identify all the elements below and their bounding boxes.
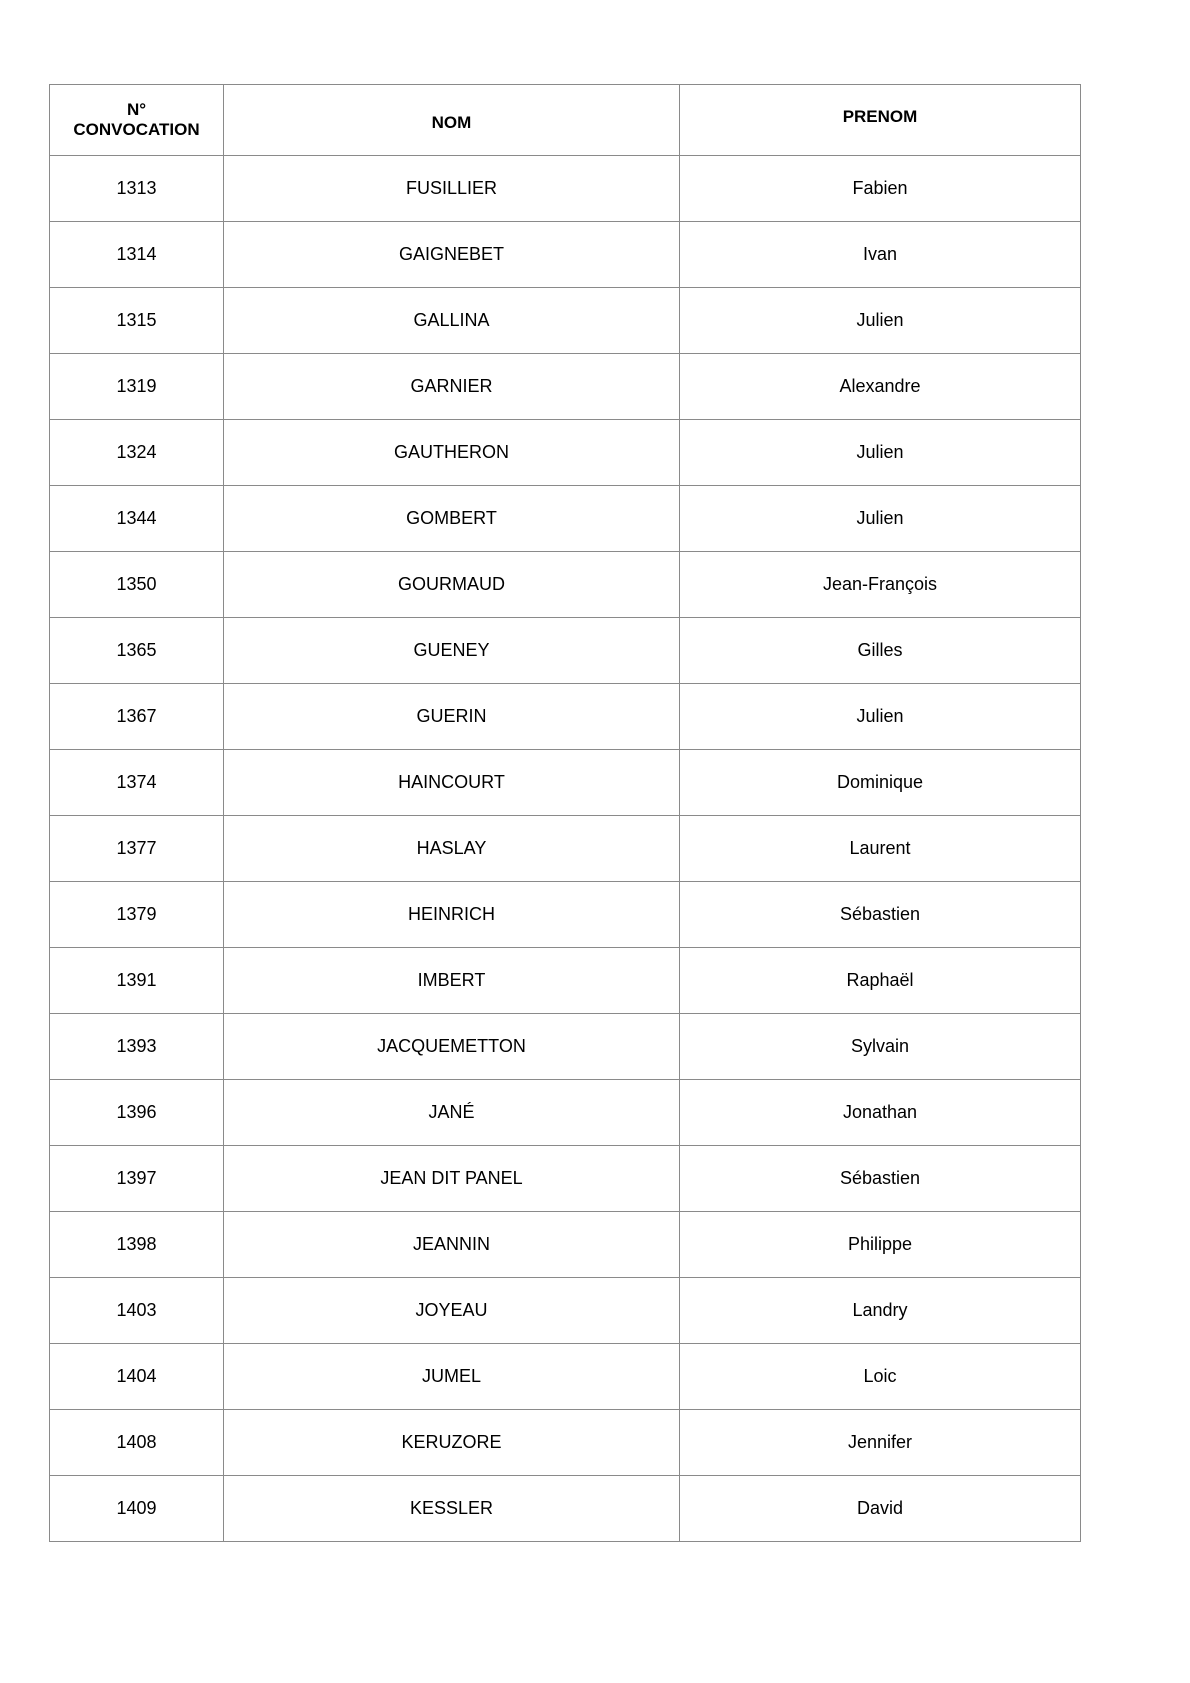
cell-num: 1344 [50, 486, 224, 552]
cell-num: 1409 [50, 1476, 224, 1542]
table-row [50, 1080, 1081, 1146]
cell-num: 1350 [50, 552, 224, 618]
table-row [50, 1344, 1081, 1410]
header-row [50, 85, 1081, 156]
cell-nom: JUMEL [224, 1344, 680, 1410]
cell-nom: GUERIN [224, 684, 680, 750]
cell-num: 1391 [50, 948, 224, 1014]
cell-prenom: Julien [680, 684, 1081, 750]
cell-prenom: Jennifer [680, 1410, 1081, 1476]
cell-nom: GAUTHERON [224, 420, 680, 486]
cell-nom: GARNIER [224, 354, 680, 420]
table-header [50, 85, 1081, 156]
cell-prenom: Jonathan [680, 1080, 1081, 1146]
cell-prenom: Raphaël [680, 948, 1081, 1014]
cell-num: 1374 [50, 750, 224, 816]
cell-nom: GAIGNEBET [224, 222, 680, 288]
table-row [50, 1410, 1081, 1476]
cell-num: 1365 [50, 618, 224, 684]
table-row [50, 948, 1081, 1014]
header-nom: NOM [224, 85, 680, 156]
cell-prenom: Sylvain [680, 1014, 1081, 1080]
cell-prenom: Landry [680, 1278, 1081, 1344]
cell-prenom: Julien [680, 486, 1081, 552]
cell-num: 1324 [50, 420, 224, 486]
cell-num: 1398 [50, 1212, 224, 1278]
cell-nom: FUSILLIER [224, 156, 680, 222]
table-row [50, 816, 1081, 882]
cell-nom: HASLAY [224, 816, 680, 882]
table-row [50, 618, 1081, 684]
cell-prenom: Laurent [680, 816, 1081, 882]
table-row [50, 1014, 1081, 1080]
cell-nom: GALLINA [224, 288, 680, 354]
table-row [50, 882, 1081, 948]
cell-nom: KESSLER [224, 1476, 680, 1542]
cell-nom: JOYEAU [224, 1278, 680, 1344]
cell-nom: IMBERT [224, 948, 680, 1014]
cell-prenom: Sébastien [680, 882, 1081, 948]
cell-prenom: Julien [680, 288, 1081, 354]
table-row [50, 156, 1081, 222]
cell-num: 1404 [50, 1344, 224, 1410]
cell-num: 1314 [50, 222, 224, 288]
cell-prenom: Alexandre [680, 354, 1081, 420]
table-row [50, 420, 1081, 486]
cell-prenom: Sébastien [680, 1146, 1081, 1212]
table-row [50, 1476, 1081, 1542]
cell-nom: GUENEY [224, 618, 680, 684]
cell-num: 1319 [50, 354, 224, 420]
cell-prenom: Ivan [680, 222, 1081, 288]
cell-nom: GOURMAUD [224, 552, 680, 618]
cell-num: 1393 [50, 1014, 224, 1080]
table-row [50, 552, 1081, 618]
cell-prenom: David [680, 1476, 1081, 1542]
convocation-table [49, 84, 1081, 1542]
cell-num: 1315 [50, 288, 224, 354]
table-row [50, 1146, 1081, 1212]
table-row [50, 222, 1081, 288]
cell-num: 1313 [50, 156, 224, 222]
table-row [50, 684, 1081, 750]
cell-prenom: Fabien [680, 156, 1081, 222]
cell-nom: HAINCOURT [224, 750, 680, 816]
table-row [50, 750, 1081, 816]
cell-nom: JACQUEMETTON [224, 1014, 680, 1080]
cell-num: 1403 [50, 1278, 224, 1344]
cell-nom: KERUZORE [224, 1410, 680, 1476]
table-body [50, 156, 1081, 1542]
table-row [50, 288, 1081, 354]
table-row [50, 486, 1081, 552]
cell-num: 1397 [50, 1146, 224, 1212]
cell-prenom: Julien [680, 420, 1081, 486]
cell-num: 1379 [50, 882, 224, 948]
cell-nom: JANÉ [224, 1080, 680, 1146]
header-prenom: PRENOM [680, 85, 1081, 156]
cell-num: 1396 [50, 1080, 224, 1146]
cell-num: 1367 [50, 684, 224, 750]
cell-num: 1377 [50, 816, 224, 882]
cell-nom: JEAN DIT PANEL [224, 1146, 680, 1212]
cell-prenom: Dominique [680, 750, 1081, 816]
cell-nom: HEINRICH [224, 882, 680, 948]
cell-nom: GOMBERT [224, 486, 680, 552]
table-row [50, 1278, 1081, 1344]
cell-prenom: Gilles [680, 618, 1081, 684]
header-convocation: N° CONVOCATION [50, 85, 224, 156]
cell-prenom: Jean-François [680, 552, 1081, 618]
table-row [50, 354, 1081, 420]
cell-num: 1408 [50, 1410, 224, 1476]
cell-nom: JEANNIN [224, 1212, 680, 1278]
cell-prenom: Loic [680, 1344, 1081, 1410]
table-row [50, 1212, 1081, 1278]
cell-prenom: Philippe [680, 1212, 1081, 1278]
